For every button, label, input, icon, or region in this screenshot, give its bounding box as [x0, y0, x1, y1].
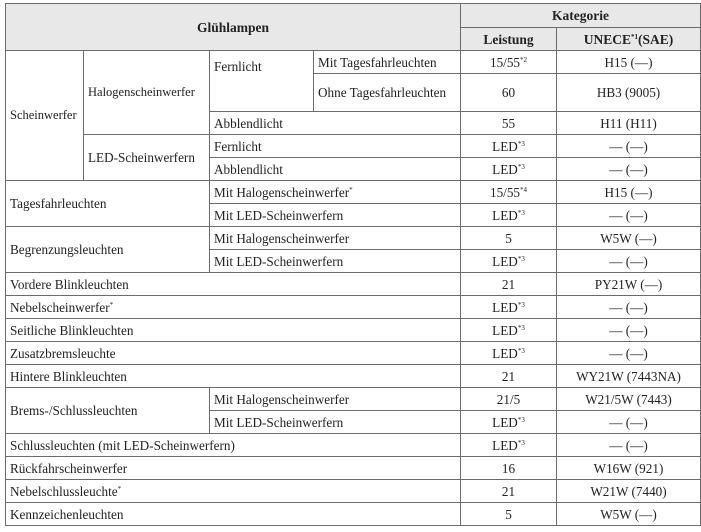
brems-led-unece: — (—) [557, 411, 701, 434]
subgroup-led-scheinwerfern: LED-Scheinwerfern [84, 135, 210, 181]
table-row [6, 51, 701, 74]
halogen-abblendlicht-unece: H11 (H11) [557, 112, 701, 135]
brems-halogen-unece: W21/5W (7443) [557, 388, 701, 411]
zusatzbremsleuchte-label: Zusatzbremsleuchte [6, 342, 461, 365]
group-begrenzungsleuchten: Begrenzungsleuchten [6, 227, 210, 273]
table-row [6, 365, 701, 388]
vordere-blinkleuchten-unece: PY21W (—) [557, 273, 701, 296]
vordere-blinkleuchten-label: Vordere Blinkleuchten [6, 273, 461, 296]
tfl-led-label: Mit LED-Scheinwerfern [210, 204, 461, 227]
brems-led-leistung: LED$^{*3}$ [461, 411, 557, 434]
table-row [6, 503, 701, 526]
tfl-halogen-unece: H15 (—) [557, 181, 701, 204]
group-tagesfahrleuchten: Tagesfahrleuchten [6, 181, 210, 227]
bulb-table-container [5, 3, 701, 526]
table-row [6, 434, 701, 457]
seitliche-blinkleuchten-leistung: LED$^{*3}$ [461, 319, 557, 342]
halogen-fernlicht-label: Fernlicht [210, 51, 314, 112]
table-row [6, 388, 701, 411]
halogen-abblendlicht-leistung: 55 [461, 112, 557, 135]
bulb-table [5, 3, 701, 526]
begr-led-unece: — (—) [557, 250, 701, 273]
subgroup-halogenscheinwerfer: Halogenscheinwerfer [84, 51, 210, 135]
ohne-tfl-leistung: 60 [461, 74, 557, 112]
brems-led-label: Mit LED-Scheinwerfern [210, 411, 461, 434]
seitliche-blinkleuchten-unece: — (—) [557, 319, 701, 342]
schlussleuchten-label: Schlussleuchten (mit LED-Scheinwerfern) [6, 434, 461, 457]
begr-led-label: Mit LED-Scheinwerfern [210, 250, 461, 273]
table-row [6, 135, 701, 158]
header-kategorie: Kategorie [461, 4, 701, 28]
table-row [6, 480, 701, 503]
tfl-halogen-label: Mit Halogenscheinwerfer* [210, 181, 461, 204]
brems-halogen-leistung: 21/5 [461, 388, 557, 411]
group-scheinwerfer: Scheinwerfer [6, 51, 84, 181]
zusatzbremsleuchte-leistung: LED$^{*3}$ [461, 342, 557, 365]
header-unece: UNECE$^{*1}$(SAE) [557, 28, 701, 51]
hintere-blinkleuchten-unece: WY21W (7443NA) [557, 365, 701, 388]
seitliche-blinkleuchten-label: Seitliche Blinkleuchten [6, 319, 461, 342]
table-row [6, 296, 701, 319]
tfl-led-unece: — (—) [557, 204, 701, 227]
nebelscheinwerfer-label: Nebelscheinwerfer* [6, 296, 461, 319]
rueckfahrscheinwerfer-label: Rückfahrscheinwerfer [6, 457, 461, 480]
mit-tfl-leistung: 15/55$^{*2}$ [461, 51, 557, 74]
rueckfahrscheinwerfer-unece: W16W (921) [557, 457, 701, 480]
nebelscheinwerfer-unece: — (—) [557, 296, 701, 319]
begr-halogen-unece: W5W (—) [557, 227, 701, 250]
nebelschlussleuchte-label: Nebelschlussleuchte* [6, 480, 461, 503]
led-abblendlicht-unece: — (—) [557, 158, 701, 181]
schlussleuchten-leistung: LED$^{*3}$ [461, 434, 557, 457]
begr-led-leistung: LED$^{*3}$ [461, 250, 557, 273]
group-brems-schlussleuchten: Brems-/Schlussleuchten [6, 388, 210, 434]
begr-halogen-leistung: 5 [461, 227, 557, 250]
hintere-blinkleuchten-leistung: 21 [461, 365, 557, 388]
hintere-blinkleuchten-label: Hintere Blinkleuchten [6, 365, 461, 388]
led-abblendlicht-label: Abblendlicht [210, 158, 461, 181]
ohne-tagesfahrleuchten-label: Ohne Tagesfahrleuchten [314, 74, 461, 112]
table-row [6, 342, 701, 365]
table-row [6, 457, 701, 480]
kennzeichenleuchten-label: Kennzeichenleuchten [6, 503, 461, 526]
zusatzbremsleuchte-unece: — (—) [557, 342, 701, 365]
table-row [6, 181, 701, 204]
led-fernlicht-label: Fernlicht [210, 135, 461, 158]
led-fernlicht-unece: — (—) [557, 135, 701, 158]
table-row [6, 227, 701, 250]
header-gluehlampen: Glühlampen [6, 4, 461, 51]
kennzeichenleuchten-leistung: 5 [461, 503, 557, 526]
kennzeichenleuchten-unece: W5W (—) [557, 503, 701, 526]
vordere-blinkleuchten-leistung: 21 [461, 273, 557, 296]
table-row [6, 319, 701, 342]
halogen-abblendlicht-label: Abblendlicht [210, 112, 461, 135]
led-fernlicht-leistung: LED$^{*3}$ [461, 135, 557, 158]
header-leistung: Leistung [461, 28, 557, 51]
begr-halogen-label: Mit Halogenscheinwerfer [210, 227, 461, 250]
table-row [6, 273, 701, 296]
tfl-halogen-leistung: 15/55$^{*4}$ [461, 181, 557, 204]
tfl-led-leistung: LED$^{*3}$ [461, 204, 557, 227]
nebelschlussleuchte-leistung: 21 [461, 480, 557, 503]
schlussleuchten-unece: — (—) [557, 434, 701, 457]
mit-tagesfahrleuchten-label: Mit Tagesfahrleuchten [314, 51, 461, 74]
header-row-1 [6, 4, 701, 28]
ohne-tfl-unece: HB3 (9005) [557, 74, 701, 112]
brems-halogen-label: Mit Halogenscheinwerfer [210, 388, 461, 411]
mit-tfl-unece: H15 (—) [557, 51, 701, 74]
nebelschlussleuchte-unece: W21W (7440) [557, 480, 701, 503]
rueckfahrscheinwerfer-leistung: 16 [461, 457, 557, 480]
led-abblendlicht-leistung: LED$^{*3}$ [461, 158, 557, 181]
nebelscheinwerfer-leistung: LED$^{*3}$ [461, 296, 557, 319]
